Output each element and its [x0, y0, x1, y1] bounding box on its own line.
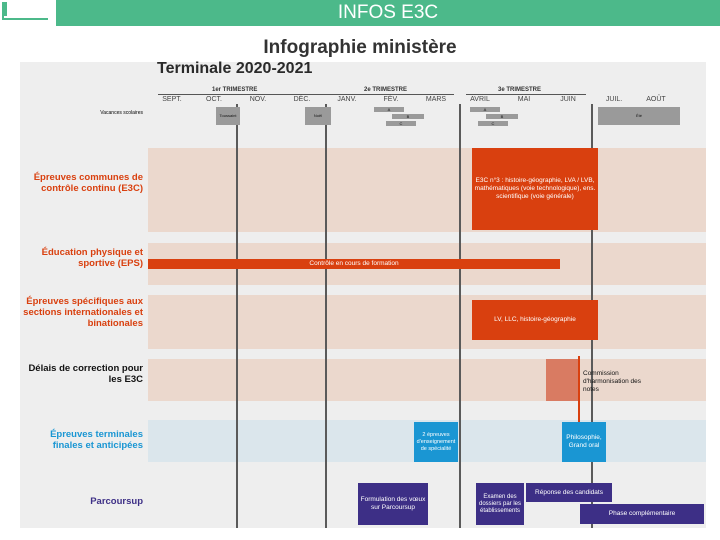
vacation-winter-zone-a: A [374, 107, 404, 112]
vacation-winter-zone-c: C [386, 121, 416, 126]
infographic-subtitle: Terminale 2020-2021 [157, 60, 313, 77]
trimester-label-2: 2e TRIMESTRE [364, 87, 408, 93]
month-nov: NOV. [249, 96, 267, 103]
commission-note: Commission d'harmonisation des notes [583, 370, 641, 393]
parcoursup-reponse-box: Réponse des candidats [526, 483, 612, 502]
page-title: INFOS E3C [337, 2, 439, 23]
month-jun: JUIN [560, 96, 576, 103]
month-jan: JANV. [337, 96, 357, 103]
month-dec: DÉC. [293, 96, 311, 103]
correction-period [546, 359, 578, 401]
band-sections [148, 295, 706, 349]
month-jul: JUIL. [605, 96, 623, 103]
parcoursup-voeux-box: Formulation des vœux sur Parcoursup [358, 483, 428, 525]
vacation-spring-zone-a: A [470, 107, 500, 112]
infographic-title: Infographie ministère [263, 37, 457, 58]
trimester-rule-3 [466, 94, 586, 95]
parcoursup-examen-box: Examen des dossiers par les établissements [476, 483, 524, 525]
row-label-eps: Éducation physique et sportive (EPS) [41, 247, 143, 269]
vacation-noel: Noël [305, 107, 331, 125]
month-oct: OCT. [206, 96, 222, 103]
philo-box: Philosophie, Grand oral [562, 422, 606, 462]
vacation-spring-zone-b: B [486, 114, 518, 119]
row-label-vacances: Vacances scolaires [100, 110, 143, 116]
row-label-e3c: Épreuves communes de contrôle continu (E3C) [33, 172, 143, 194]
sections-box: LV, LLC, histoire-géographie [472, 300, 598, 340]
eps-bar: Contrôle en cours de formation [148, 259, 560, 269]
trimester-rule-1 [158, 94, 358, 95]
row-label-terminales: Épreuves terminales finales et anticipées [50, 429, 143, 451]
vacation-winter-zone-b: B [392, 114, 424, 119]
vacation-spring-zone-c: C [478, 121, 508, 126]
row-label-sections: Épreuves spécifiques aux sections internationales et binationales [23, 296, 143, 329]
vacation-toussaint: Toussaint [216, 107, 240, 125]
trimester-label-3: 3e TRIMESTRE [498, 87, 542, 93]
e3c-box: E3C n°3 : histoire-géographie, LVA / LVB, mathématiques (voie technologique), ens. scientifique (voie générale) [472, 148, 598, 230]
month-aug: AOÛT [646, 96, 666, 103]
month-separator [236, 104, 238, 528]
month-mar: MARS [425, 96, 447, 103]
header-corner-line [2, 6, 48, 20]
trimester-label-1: 1er TRIMESTRE [212, 87, 258, 93]
specialite-box: 2 épreuves d'enseignement de spécialité [414, 422, 458, 462]
month-sept: SEPT. [162, 96, 182, 103]
month-separator [325, 104, 327, 528]
vacation-ete: Été [598, 107, 680, 125]
month-separator [459, 104, 461, 528]
row-label-correction: Délais de correction pour les E3C [28, 363, 143, 385]
header-bar [56, 0, 720, 26]
band-e3c [148, 148, 706, 232]
month-may: MAI [517, 96, 531, 103]
row-label-parcoursup: Parcoursup [90, 496, 143, 507]
month-apr: AVRIL [470, 96, 490, 103]
parcoursup-complementaire-box: Phase complémentaire [580, 504, 704, 524]
month-feb: FÉV. [383, 96, 399, 103]
trimester-rule-2 [336, 94, 454, 95]
